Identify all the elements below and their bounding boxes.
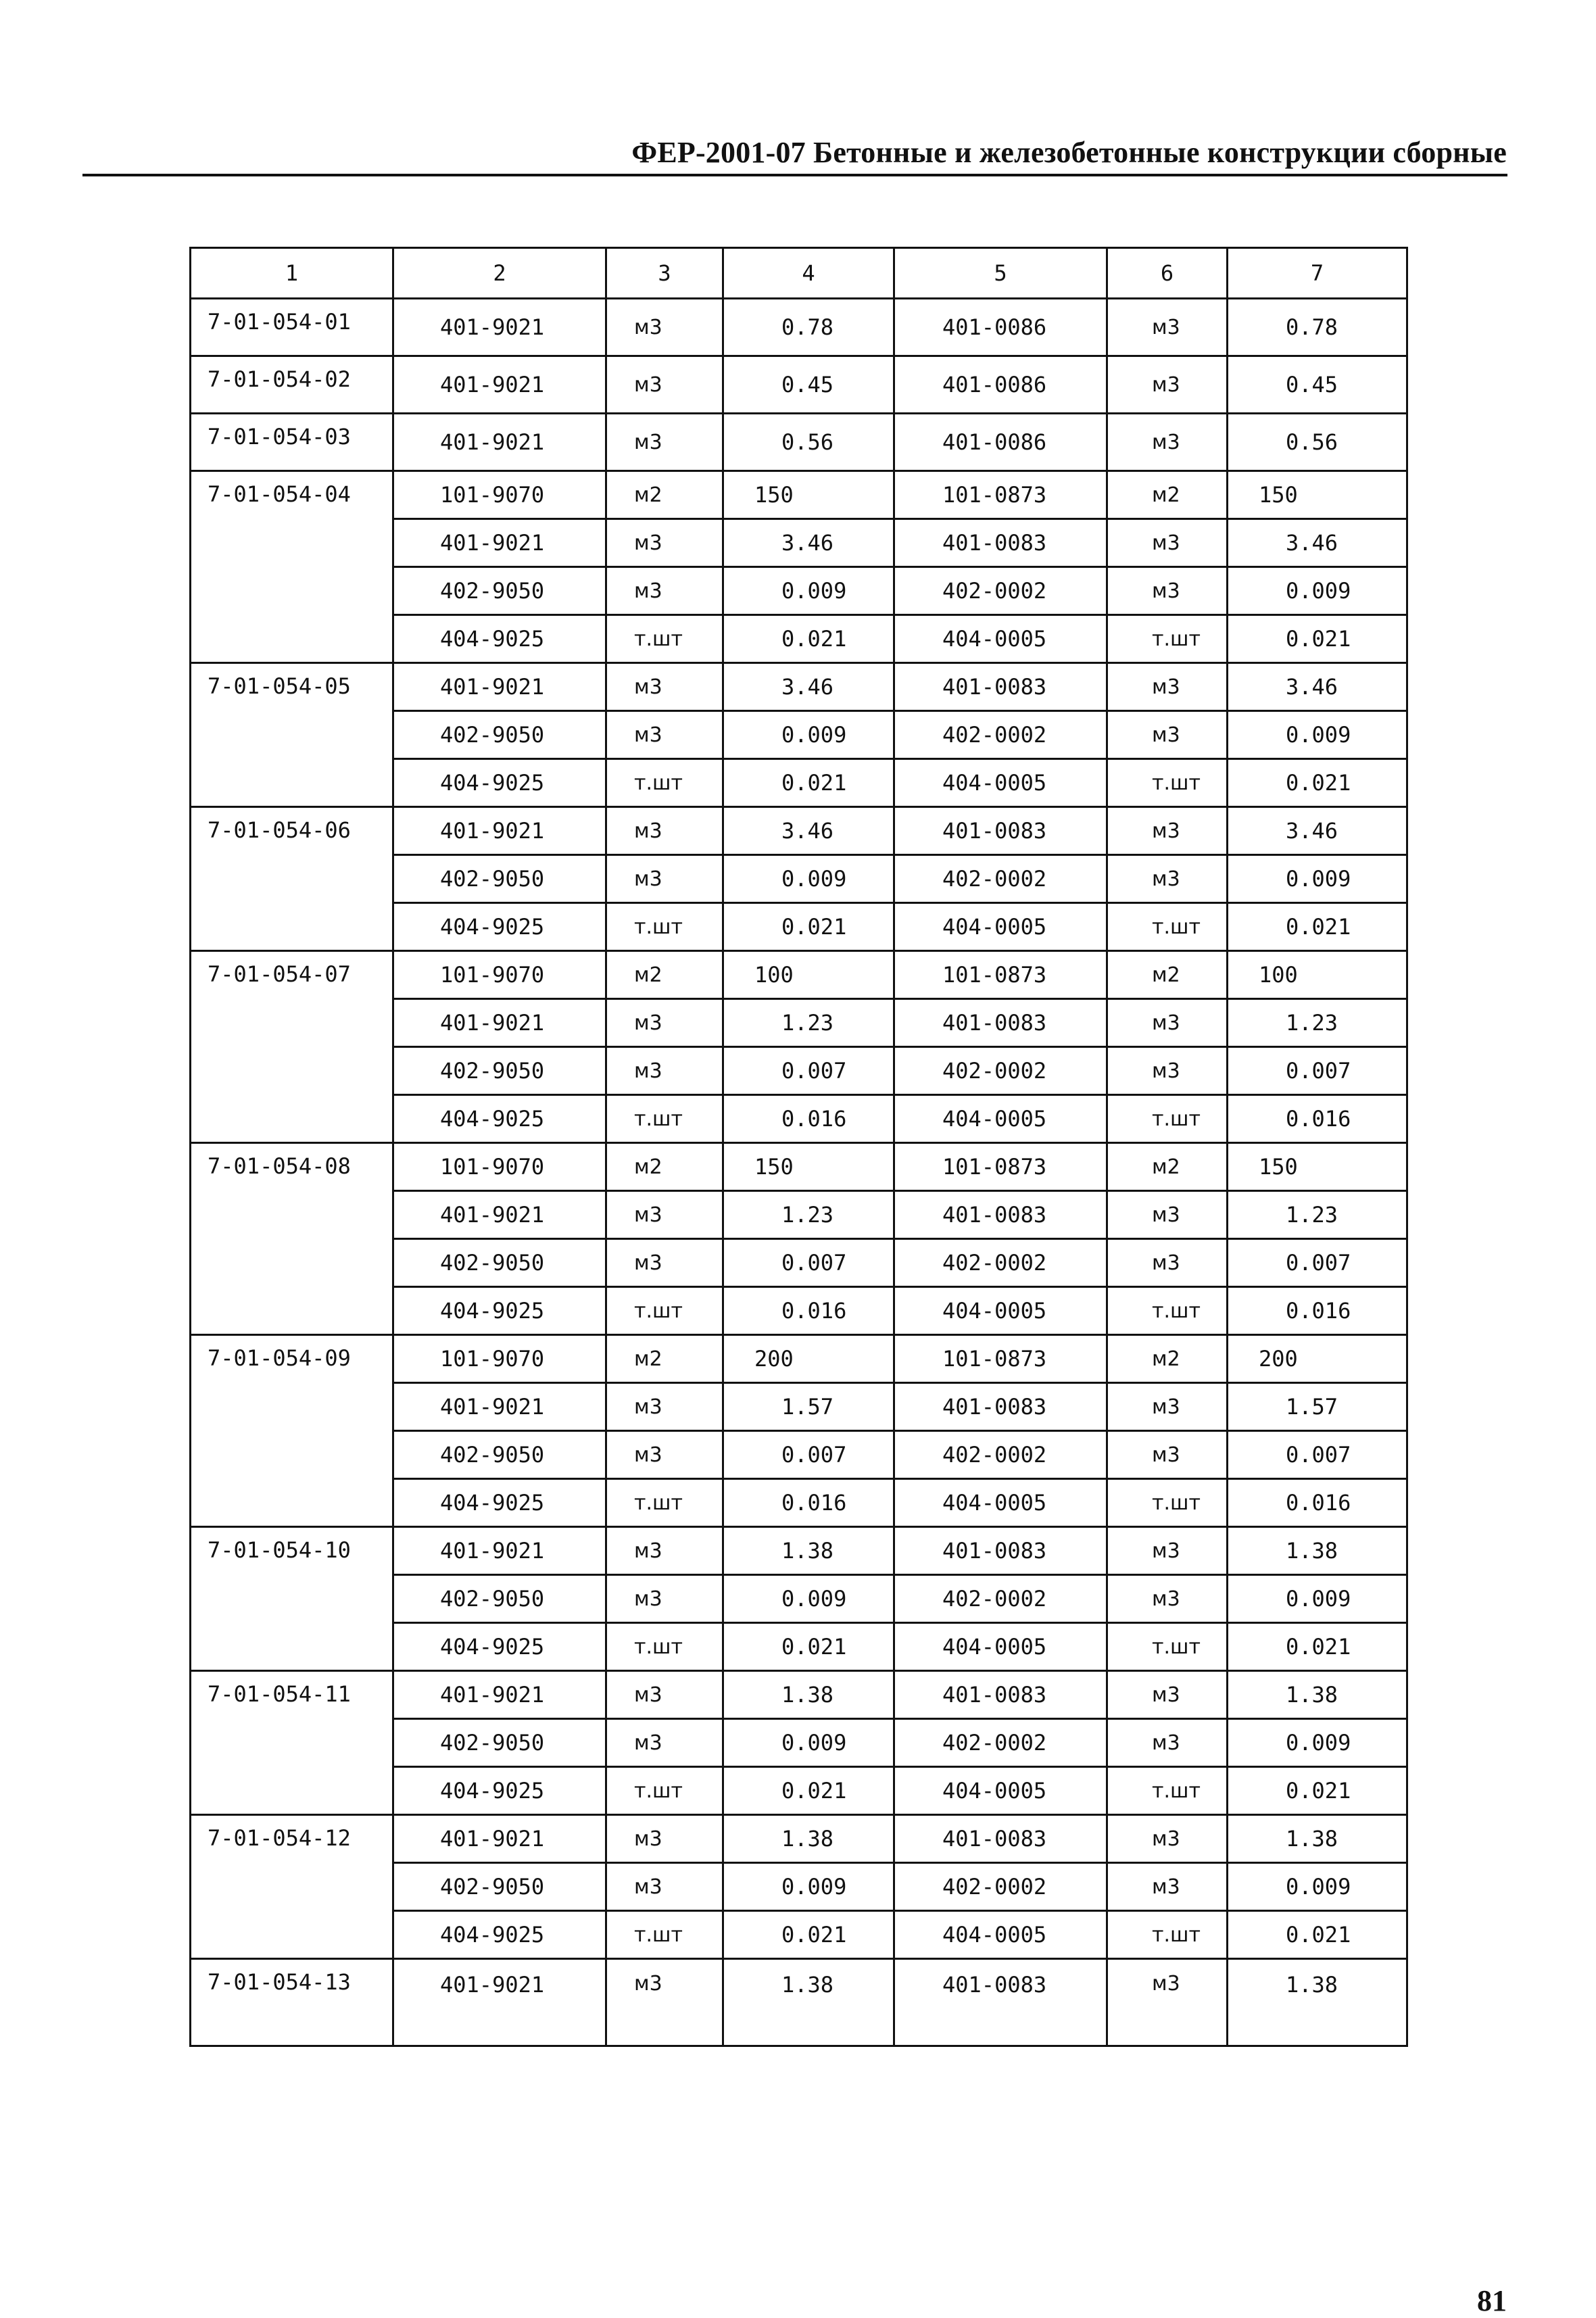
replacement-quantity-cell: 0.016: [1228, 1287, 1407, 1335]
resource-code-cell: 101-9070: [393, 951, 606, 999]
resource-code-cell: 404-9025: [393, 1623, 606, 1671]
column-header: 1: [191, 248, 393, 299]
replacement-quantity-cell: 1.38: [1228, 1527, 1407, 1575]
resource-code-cell: 402-9050: [393, 1575, 606, 1623]
resource-code-cell: 401-9021: [393, 414, 606, 471]
unit-cell: м3: [606, 414, 723, 471]
replacement-code-cell: 401-0083: [894, 1191, 1107, 1239]
replacement-unit-cell: м3: [1107, 1383, 1228, 1431]
replacement-unit-cell: м3: [1107, 519, 1228, 567]
quantity-cell: 100: [723, 951, 894, 999]
replacement-quantity-cell: 100: [1228, 951, 1407, 999]
unit-cell: м2: [606, 471, 723, 519]
replacement-quantity-cell: 0.009: [1228, 855, 1407, 903]
page-header-title: ФЕР-2001-07 Бетонные и железобетонные конструкции сборные: [631, 136, 1507, 169]
replacement-quantity-cell: 1.23: [1228, 999, 1407, 1047]
replacement-unit-cell: м2: [1107, 1143, 1228, 1191]
resource-code-cell: 402-9050: [393, 1431, 606, 1479]
replacement-quantity-cell: 1.38: [1228, 1671, 1407, 1719]
replacement-code-cell: 401-0086: [894, 356, 1107, 414]
replacement-quantity-cell: 0.021: [1228, 1767, 1407, 1815]
unit-cell: т.шт: [606, 1911, 723, 1959]
replacement-unit-cell: м3: [1107, 414, 1228, 471]
replacement-code-cell: 401-0086: [894, 299, 1107, 356]
replacement-code-cell: 401-0083: [894, 1527, 1107, 1575]
table-row: [191, 663, 1407, 711]
replacement-code-cell: 101-0873: [894, 951, 1107, 999]
replacement-unit-cell: м3: [1107, 807, 1228, 855]
norm-code-cell: 7-01-054-08: [191, 1143, 393, 1335]
quantity-cell: 0.021: [723, 759, 894, 807]
replacement-code-cell: 401-0083: [894, 1959, 1107, 2046]
table-row: [191, 471, 1407, 519]
unit-cell: т.шт: [606, 1287, 723, 1335]
column-header: 6: [1107, 248, 1228, 299]
quantity-cell: 0.009: [723, 1863, 894, 1911]
replacement-unit-cell: м3: [1107, 855, 1228, 903]
resource-code-cell: 401-9021: [393, 1815, 606, 1863]
quantity-cell: 1.38: [723, 1527, 894, 1575]
norm-code-cell: 7-01-054-05: [191, 663, 393, 807]
quantity-cell: 150: [723, 471, 894, 519]
unit-cell: м3: [606, 1719, 723, 1767]
resource-code-cell: 402-9050: [393, 711, 606, 759]
unit-cell: м3: [606, 1527, 723, 1575]
table-row: [191, 1143, 1407, 1191]
unit-cell: м3: [606, 356, 723, 414]
unit-cell: м3: [606, 1863, 723, 1911]
unit-cell: м3: [606, 1239, 723, 1287]
replacement-unit-cell: м3: [1107, 1863, 1228, 1911]
unit-cell: м3: [606, 519, 723, 567]
column-header-row: [191, 248, 1407, 299]
replacement-code-cell: 401-0083: [894, 1671, 1107, 1719]
replacement-quantity-cell: 0.009: [1228, 1719, 1407, 1767]
replacement-unit-cell: м3: [1107, 1527, 1228, 1575]
norm-code-cell: 7-01-054-03: [191, 414, 393, 471]
table-row: [191, 299, 1407, 356]
table-row: [191, 807, 1407, 855]
resource-code-cell: 404-9025: [393, 1767, 606, 1815]
quantity-cell: 0.007: [723, 1047, 894, 1095]
table-row: [191, 1527, 1407, 1575]
resource-code-cell: 401-9021: [393, 1527, 606, 1575]
replacement-quantity-cell: 1.38: [1228, 1959, 1407, 2046]
unit-cell: м3: [606, 663, 723, 711]
column-header: 7: [1228, 248, 1407, 299]
resource-code-cell: 101-9070: [393, 1335, 606, 1383]
replacement-code-cell: 402-0002: [894, 1575, 1107, 1623]
unit-cell: т.шт: [606, 1095, 723, 1143]
replacement-code-cell: 101-0873: [894, 1143, 1107, 1191]
replacement-unit-cell: м3: [1107, 567, 1228, 615]
resource-code-cell: 401-9021: [393, 299, 606, 356]
replacement-code-cell: 401-0083: [894, 1383, 1107, 1431]
replacement-quantity-cell: 0.007: [1228, 1047, 1407, 1095]
norm-code-cell: 7-01-054-04: [191, 471, 393, 663]
replacement-unit-cell: м3: [1107, 1575, 1228, 1623]
replacement-quantity-cell: 200: [1228, 1335, 1407, 1383]
column-header: 2: [393, 248, 606, 299]
unit-cell: т.шт: [606, 1479, 723, 1527]
unit-cell: м3: [606, 1671, 723, 1719]
resource-code-cell: 402-9050: [393, 1047, 606, 1095]
replacement-unit-cell: т.шт: [1107, 1767, 1228, 1815]
replacement-unit-cell: м3: [1107, 1815, 1228, 1863]
quantity-cell: 0.56: [723, 414, 894, 471]
quantity-cell: 0.021: [723, 615, 894, 663]
quantity-cell: 0.009: [723, 855, 894, 903]
resource-code-cell: 101-9070: [393, 471, 606, 519]
resource-code-cell: 402-9050: [393, 1863, 606, 1911]
replacement-unit-cell: т.шт: [1107, 759, 1228, 807]
replacement-unit-cell: м3: [1107, 356, 1228, 414]
replacement-quantity-cell: 150: [1228, 471, 1407, 519]
norm-code-cell: 7-01-054-09: [191, 1335, 393, 1527]
replacement-code-cell: 402-0002: [894, 1047, 1107, 1095]
replacement-code-cell: 402-0002: [894, 567, 1107, 615]
unit-cell: м3: [606, 1383, 723, 1431]
unit-cell: м3: [606, 1959, 723, 2046]
replacement-unit-cell: м3: [1107, 1191, 1228, 1239]
table-row: [191, 1671, 1407, 1719]
quantity-cell: 0.45: [723, 356, 894, 414]
replacement-quantity-cell: 0.016: [1228, 1479, 1407, 1527]
unit-cell: м3: [606, 1575, 723, 1623]
resource-code-cell: 404-9025: [393, 1911, 606, 1959]
resource-code-cell: 101-9070: [393, 1143, 606, 1191]
replacement-quantity-cell: 0.021: [1228, 759, 1407, 807]
replacement-quantity-cell: 3.46: [1228, 807, 1407, 855]
unit-cell: м2: [606, 1335, 723, 1383]
quantity-cell: 1.23: [723, 1191, 894, 1239]
unit-cell: м2: [606, 951, 723, 999]
replacement-unit-cell: м2: [1107, 951, 1228, 999]
resource-code-cell: 401-9021: [393, 663, 606, 711]
resource-code-cell: 401-9021: [393, 1959, 606, 2046]
quantity-cell: 0.78: [723, 299, 894, 356]
quantity-cell: 1.38: [723, 1671, 894, 1719]
quantity-cell: 0.021: [723, 903, 894, 951]
replacement-code-cell: 101-0873: [894, 1335, 1107, 1383]
resource-code-cell: 404-9025: [393, 1479, 606, 1527]
quantity-cell: 150: [723, 1143, 894, 1191]
replacement-quantity-cell: 3.46: [1228, 663, 1407, 711]
quantity-cell: 1.38: [723, 1815, 894, 1863]
resource-code-cell: 401-9021: [393, 356, 606, 414]
quantity-cell: 0.009: [723, 1719, 894, 1767]
quantity-cell: 0.009: [723, 567, 894, 615]
replacement-quantity-cell: 0.56: [1228, 414, 1407, 471]
column-header: 5: [894, 248, 1107, 299]
replacement-code-cell: 402-0002: [894, 711, 1107, 759]
replacement-quantity-cell: 150: [1228, 1143, 1407, 1191]
replacement-code-cell: 404-0005: [894, 903, 1107, 951]
replacement-code-cell: 404-0005: [894, 1767, 1107, 1815]
resource-code-cell: 401-9021: [393, 1191, 606, 1239]
table-row: [191, 1959, 1407, 2046]
resource-table: [189, 247, 1408, 2047]
replacement-code-cell: 404-0005: [894, 1623, 1107, 1671]
norm-code-cell: 7-01-054-01: [191, 299, 393, 356]
replacement-unit-cell: м2: [1107, 471, 1228, 519]
replacement-code-cell: 402-0002: [894, 1431, 1107, 1479]
replacement-unit-cell: м3: [1107, 711, 1228, 759]
replacement-quantity-cell: 0.007: [1228, 1239, 1407, 1287]
quantity-cell: 0.007: [723, 1239, 894, 1287]
quantity-cell: 0.016: [723, 1479, 894, 1527]
replacement-quantity-cell: 0.016: [1228, 1095, 1407, 1143]
unit-cell: м3: [606, 711, 723, 759]
unit-cell: м3: [606, 855, 723, 903]
resource-code-cell: 401-9021: [393, 519, 606, 567]
quantity-cell: 3.46: [723, 663, 894, 711]
quantity-cell: 1.38: [723, 1959, 894, 2046]
resource-code-cell: 404-9025: [393, 759, 606, 807]
table-row: [191, 1335, 1407, 1383]
column-header: 4: [723, 248, 894, 299]
replacement-unit-cell: т.шт: [1107, 1911, 1228, 1959]
unit-cell: м3: [606, 299, 723, 356]
resource-code-cell: 404-9025: [393, 1095, 606, 1143]
replacement-unit-cell: т.шт: [1107, 1479, 1228, 1527]
replacement-unit-cell: т.шт: [1107, 1287, 1228, 1335]
replacement-code-cell: 401-0083: [894, 519, 1107, 567]
replacement-unit-cell: м3: [1107, 1719, 1228, 1767]
replacement-code-cell: 401-0083: [894, 663, 1107, 711]
replacement-code-cell: 401-0083: [894, 999, 1107, 1047]
replacement-quantity-cell: 0.009: [1228, 1575, 1407, 1623]
quantity-cell: 0.021: [723, 1767, 894, 1815]
norm-code-cell: 7-01-054-10: [191, 1527, 393, 1671]
resource-code-cell: 404-9025: [393, 615, 606, 663]
norm-code-cell: 7-01-054-12: [191, 1815, 393, 1959]
replacement-quantity-cell: 3.46: [1228, 519, 1407, 567]
unit-cell: т.шт: [606, 1767, 723, 1815]
unit-cell: т.шт: [606, 759, 723, 807]
replacement-unit-cell: т.шт: [1107, 1095, 1228, 1143]
replacement-unit-cell: м3: [1107, 1431, 1228, 1479]
replacement-quantity-cell: 1.57: [1228, 1383, 1407, 1431]
table-row: [191, 356, 1407, 414]
quantity-cell: 3.46: [723, 519, 894, 567]
replacement-code-cell: 404-0005: [894, 1479, 1107, 1527]
replacement-unit-cell: м3: [1107, 1671, 1228, 1719]
replacement-unit-cell: м3: [1107, 999, 1228, 1047]
resource-code-cell: 402-9050: [393, 855, 606, 903]
resource-code-cell: 404-9025: [393, 1287, 606, 1335]
table-row: [191, 951, 1407, 999]
unit-cell: т.шт: [606, 615, 723, 663]
replacement-code-cell: 404-0005: [894, 759, 1107, 807]
replacement-code-cell: 402-0002: [894, 1239, 1107, 1287]
replacement-code-cell: 404-0005: [894, 1911, 1107, 1959]
page-number: 81: [1477, 2284, 1507, 2317]
quantity-cell: 0.016: [723, 1095, 894, 1143]
norm-code-cell: 7-01-054-06: [191, 807, 393, 951]
replacement-code-cell: 402-0002: [894, 855, 1107, 903]
replacement-quantity-cell: 0.021: [1228, 615, 1407, 663]
replacement-code-cell: 402-0002: [894, 1719, 1107, 1767]
replacement-unit-cell: м3: [1107, 1047, 1228, 1095]
unit-cell: м3: [606, 1815, 723, 1863]
unit-cell: м3: [606, 1047, 723, 1095]
norm-code-cell: 7-01-054-13: [191, 1959, 393, 2046]
resource-code-cell: 402-9050: [393, 1719, 606, 1767]
replacement-quantity-cell: 0.009: [1228, 711, 1407, 759]
replacement-unit-cell: м2: [1107, 1335, 1228, 1383]
unit-cell: м3: [606, 1431, 723, 1479]
quantity-cell: 0.021: [723, 1623, 894, 1671]
replacement-quantity-cell: 0.009: [1228, 567, 1407, 615]
replacement-code-cell: 404-0005: [894, 615, 1107, 663]
table-row: [191, 414, 1407, 471]
quantity-cell: 0.007: [723, 1431, 894, 1479]
replacement-unit-cell: т.шт: [1107, 1623, 1228, 1671]
replacement-quantity-cell: 0.78: [1228, 299, 1407, 356]
replacement-quantity-cell: 0.021: [1228, 1911, 1407, 1959]
replacement-quantity-cell: 0.009: [1228, 1863, 1407, 1911]
resource-code-cell: 402-9050: [393, 567, 606, 615]
replacement-unit-cell: м3: [1107, 299, 1228, 356]
unit-cell: м3: [606, 567, 723, 615]
resource-code-cell: 401-9021: [393, 807, 606, 855]
table-row: [191, 1815, 1407, 1863]
quantity-cell: 1.57: [723, 1383, 894, 1431]
table-body: [191, 248, 1407, 2046]
replacement-quantity-cell: 1.38: [1228, 1815, 1407, 1863]
resource-code-cell: 401-9021: [393, 1383, 606, 1431]
unit-cell: т.шт: [606, 1623, 723, 1671]
resource-code-cell: 401-9021: [393, 999, 606, 1047]
replacement-unit-cell: м3: [1107, 1239, 1228, 1287]
header-rule: [82, 174, 1507, 176]
resource-code-cell: 402-9050: [393, 1239, 606, 1287]
unit-cell: м3: [606, 807, 723, 855]
quantity-cell: 0.009: [723, 1575, 894, 1623]
quantity-cell: 0.009: [723, 711, 894, 759]
replacement-quantity-cell: 0.45: [1228, 356, 1407, 414]
replacement-code-cell: 404-0005: [894, 1095, 1107, 1143]
column-header: 3: [606, 248, 723, 299]
quantity-cell: 3.46: [723, 807, 894, 855]
replacement-code-cell: 402-0002: [894, 1863, 1107, 1911]
norm-code-cell: 7-01-054-02: [191, 356, 393, 414]
unit-cell: м3: [606, 999, 723, 1047]
replacement-unit-cell: т.шт: [1107, 903, 1228, 951]
replacement-code-cell: 401-0083: [894, 1815, 1107, 1863]
quantity-cell: 0.021: [723, 1911, 894, 1959]
replacement-code-cell: 404-0005: [894, 1287, 1107, 1335]
quantity-cell: 1.23: [723, 999, 894, 1047]
replacement-quantity-cell: 0.007: [1228, 1431, 1407, 1479]
resource-code-cell: 404-9025: [393, 903, 606, 951]
unit-cell: м3: [606, 1191, 723, 1239]
replacement-code-cell: 401-0083: [894, 807, 1107, 855]
unit-cell: м2: [606, 1143, 723, 1191]
replacement-unit-cell: т.шт: [1107, 615, 1228, 663]
replacement-quantity-cell: 1.23: [1228, 1191, 1407, 1239]
replacement-quantity-cell: 0.021: [1228, 1623, 1407, 1671]
resource-code-cell: 401-9021: [393, 1671, 606, 1719]
replacement-code-cell: 401-0086: [894, 414, 1107, 471]
replacement-quantity-cell: 0.021: [1228, 903, 1407, 951]
replacement-code-cell: 101-0873: [894, 471, 1107, 519]
norm-code-cell: 7-01-054-11: [191, 1671, 393, 1815]
replacement-unit-cell: м3: [1107, 663, 1228, 711]
quantity-cell: 0.016: [723, 1287, 894, 1335]
unit-cell: т.шт: [606, 903, 723, 951]
quantity-cell: 200: [723, 1335, 894, 1383]
replacement-unit-cell: м3: [1107, 1959, 1228, 2046]
norm-code-cell: 7-01-054-07: [191, 951, 393, 1143]
